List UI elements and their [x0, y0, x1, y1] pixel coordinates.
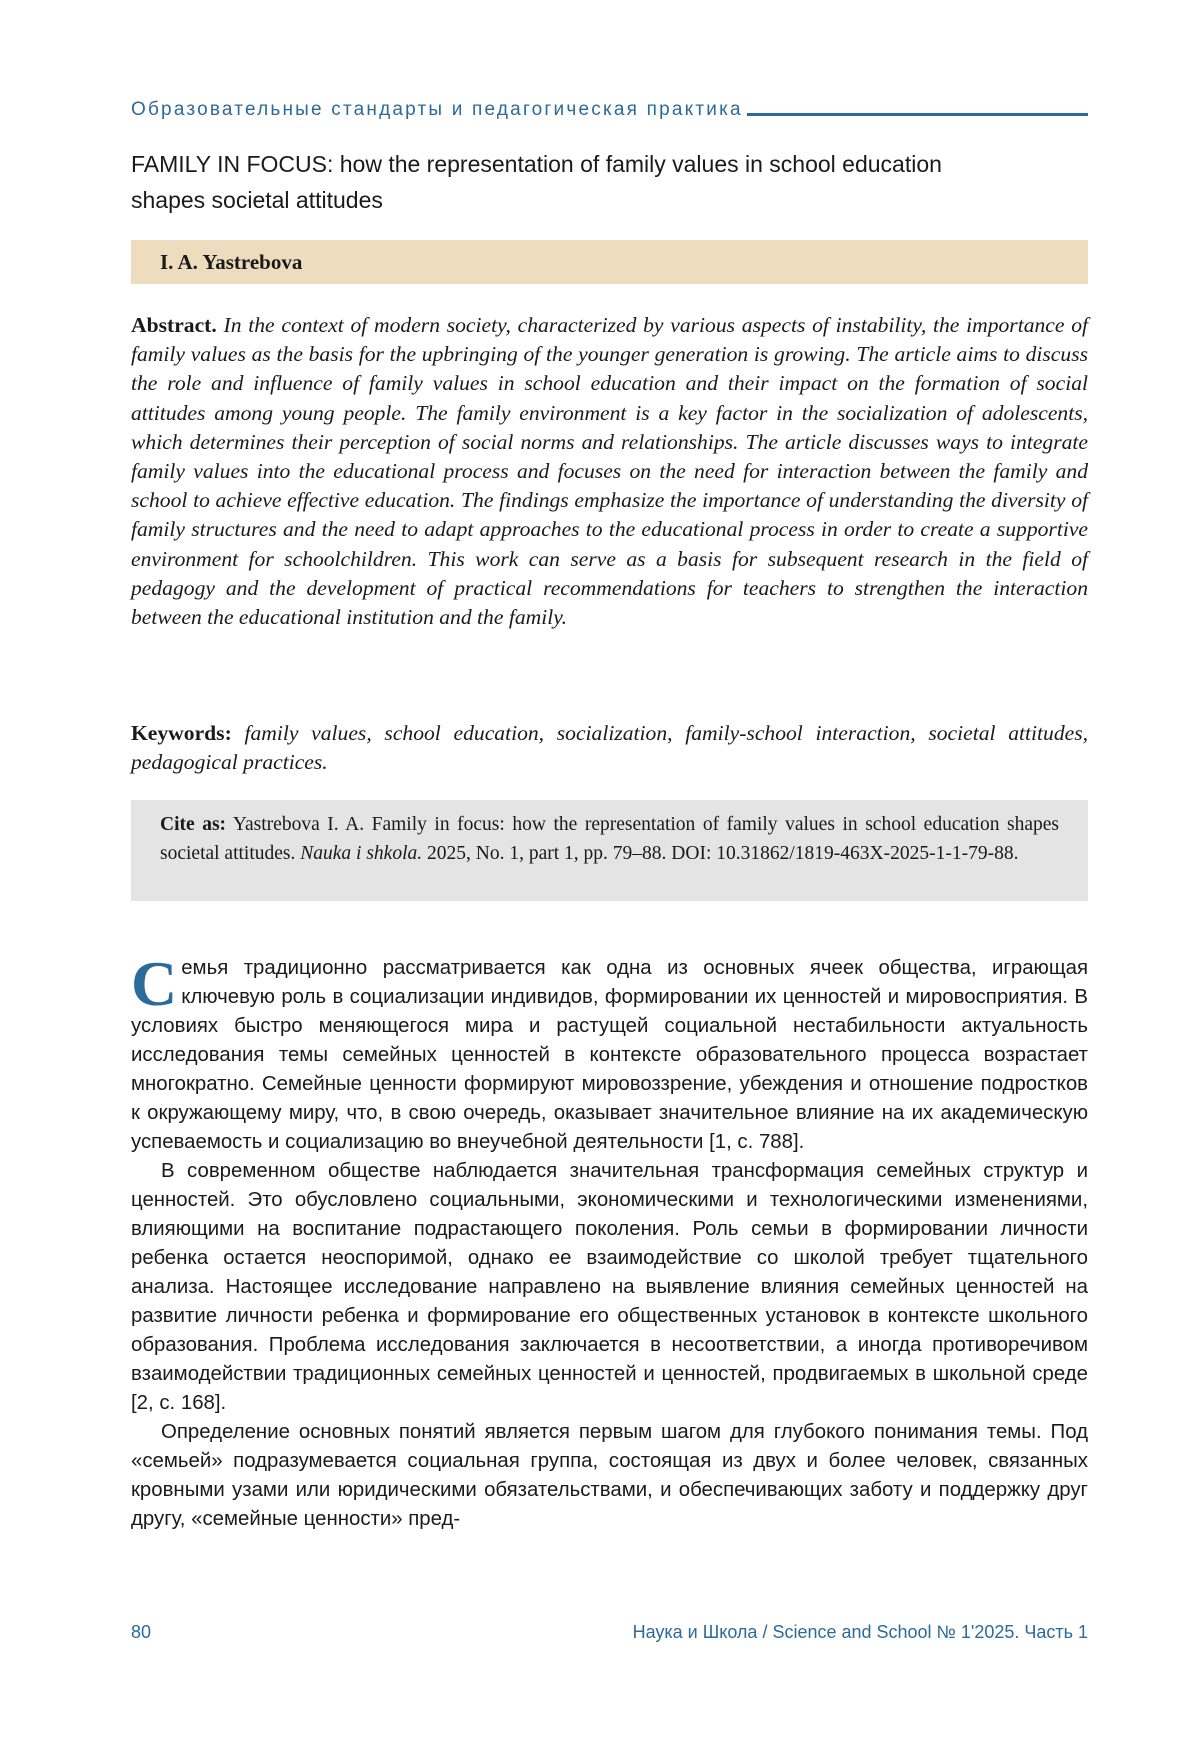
- cite-label: Cite as:: [160, 814, 227, 835]
- running-head-rule: [747, 113, 1088, 116]
- keywords-label: Keywords:: [131, 721, 232, 745]
- running-head-text: Образовательные стандарты и педагогическая практика: [131, 99, 743, 120]
- footer-journal: Наука и Школа / Science and School № 1'2025. Часть 1: [632, 1622, 1088, 1642]
- body-paragraph-1-text: емья традиционно рассматривается как одна из основных ячеек общества, играющая ключевую роль в социализации индивидов, формировании их ценностей и мировосприятия. В условиях быстро меняющегося мира и растущей социальной нестабильности актуальность исследования темы семейных ценностей в контексте образовательного процесса возрастает многократно. Семейные ценности формируют мировоззрение, убеждения и отношение подростков к окружающему миру, что, в свою очередь, оказывает значительное влияние на их академическую успеваемость и социализацию во внеучебной деятельности [1, с. 788].: [131, 957, 1088, 1153]
- page: [131, 0, 1088, 1747]
- page-number: 80: [131, 1622, 152, 1642]
- keywords: [131, 719, 1088, 777]
- cite-text: [160, 811, 1059, 868]
- cite-journal: Nauka i shkola.: [300, 842, 423, 864]
- body-paragraph-1: [131, 948, 1088, 1157]
- author-name: I. A. Yastrebova: [160, 249, 303, 274]
- cite-body: Yastrebova I. A. Family in focus: how the representation of family values in school education shapes societal attitudes.: [160, 814, 1060, 864]
- drop-cap: С: [131, 948, 178, 1019]
- page-footer: [131, 1622, 1088, 1643]
- keywords-text: family values, school education, socialization, family-school interaction, societal attitudes, pedagogical practices.: [131, 721, 1089, 775]
- body-text: [131, 948, 1088, 1534]
- author-bar: [131, 240, 1088, 284]
- abstract: [131, 311, 1088, 632]
- abstract-label: Abstract.: [131, 313, 217, 337]
- article-title: FAMILY IN FOCUS: how the representation of family values in school education shapes societal attitudes: [131, 151, 942, 213]
- cite-doi: 2025, No. 1, part 1, pp. 79–88. DOI: 10.31862/1819-463X-2025-1-1-79-88.: [427, 842, 1019, 864]
- body-paragraph-2: В современном обществе наблюдается значительная трансформация семейных структур и ценностей. Это обусловлено социальными, экономическими и технологическими изменениями, влияющими на воспитание подрастающего поколения. Роль семьи в формировании личности ребенка остается неоспоримой, однако ее взаимодействие со школой требует тщательного анализа. Настоящее исследование направлено на выявление влияния семейных ценностей на развитие личности ребенка и формирование его общественных установок в контексте школьного образования. Проблема исследования заключается в несоответствии, а иногда противоречивом взаимодействии традиционных семейных ценностей и ценностей, продвигаемых в школьной среде [2, с. 168].: [131, 1160, 1088, 1414]
- body-paragraph-3: Определение основных понятий является первым шагом для глубокого понимания темы. Под «семьей» подразумевается социальная группа, состоящая из двух и более человек, связанных кровными узами или юридическими обязательствами, и обеспечивающих заботу и поддержку друг другу, «семейные ценности» пред-: [131, 1421, 1088, 1530]
- running-head: [131, 100, 1088, 119]
- abstract-text: In the context of modern society, characterized by various aspects of instability, the importance of family values as the basis for the upbringing of the younger generation is growing. The article aims to discuss the role and influence of family values in school education and their impact on the formation of social attitudes among young people. The family environment is a key factor in the socialization of adolescents, which determines their perception of social norms and relationships. The article discusses ways to integrate family values into the educational process and focuses on the need for interaction between the family and school to achieve effective education. The findings emphasize the importance of understanding the diversity of family structures and the need to adapt approaches to the educational process in order to create a supportive environment for schoolchildren. This work can serve as a basis for subsequent research in the field of pedagogy and the development of practical recommendations for teachers to strengthen the interaction between the educational institution and the family.: [131, 313, 1088, 630]
- cite-box: [131, 800, 1088, 901]
